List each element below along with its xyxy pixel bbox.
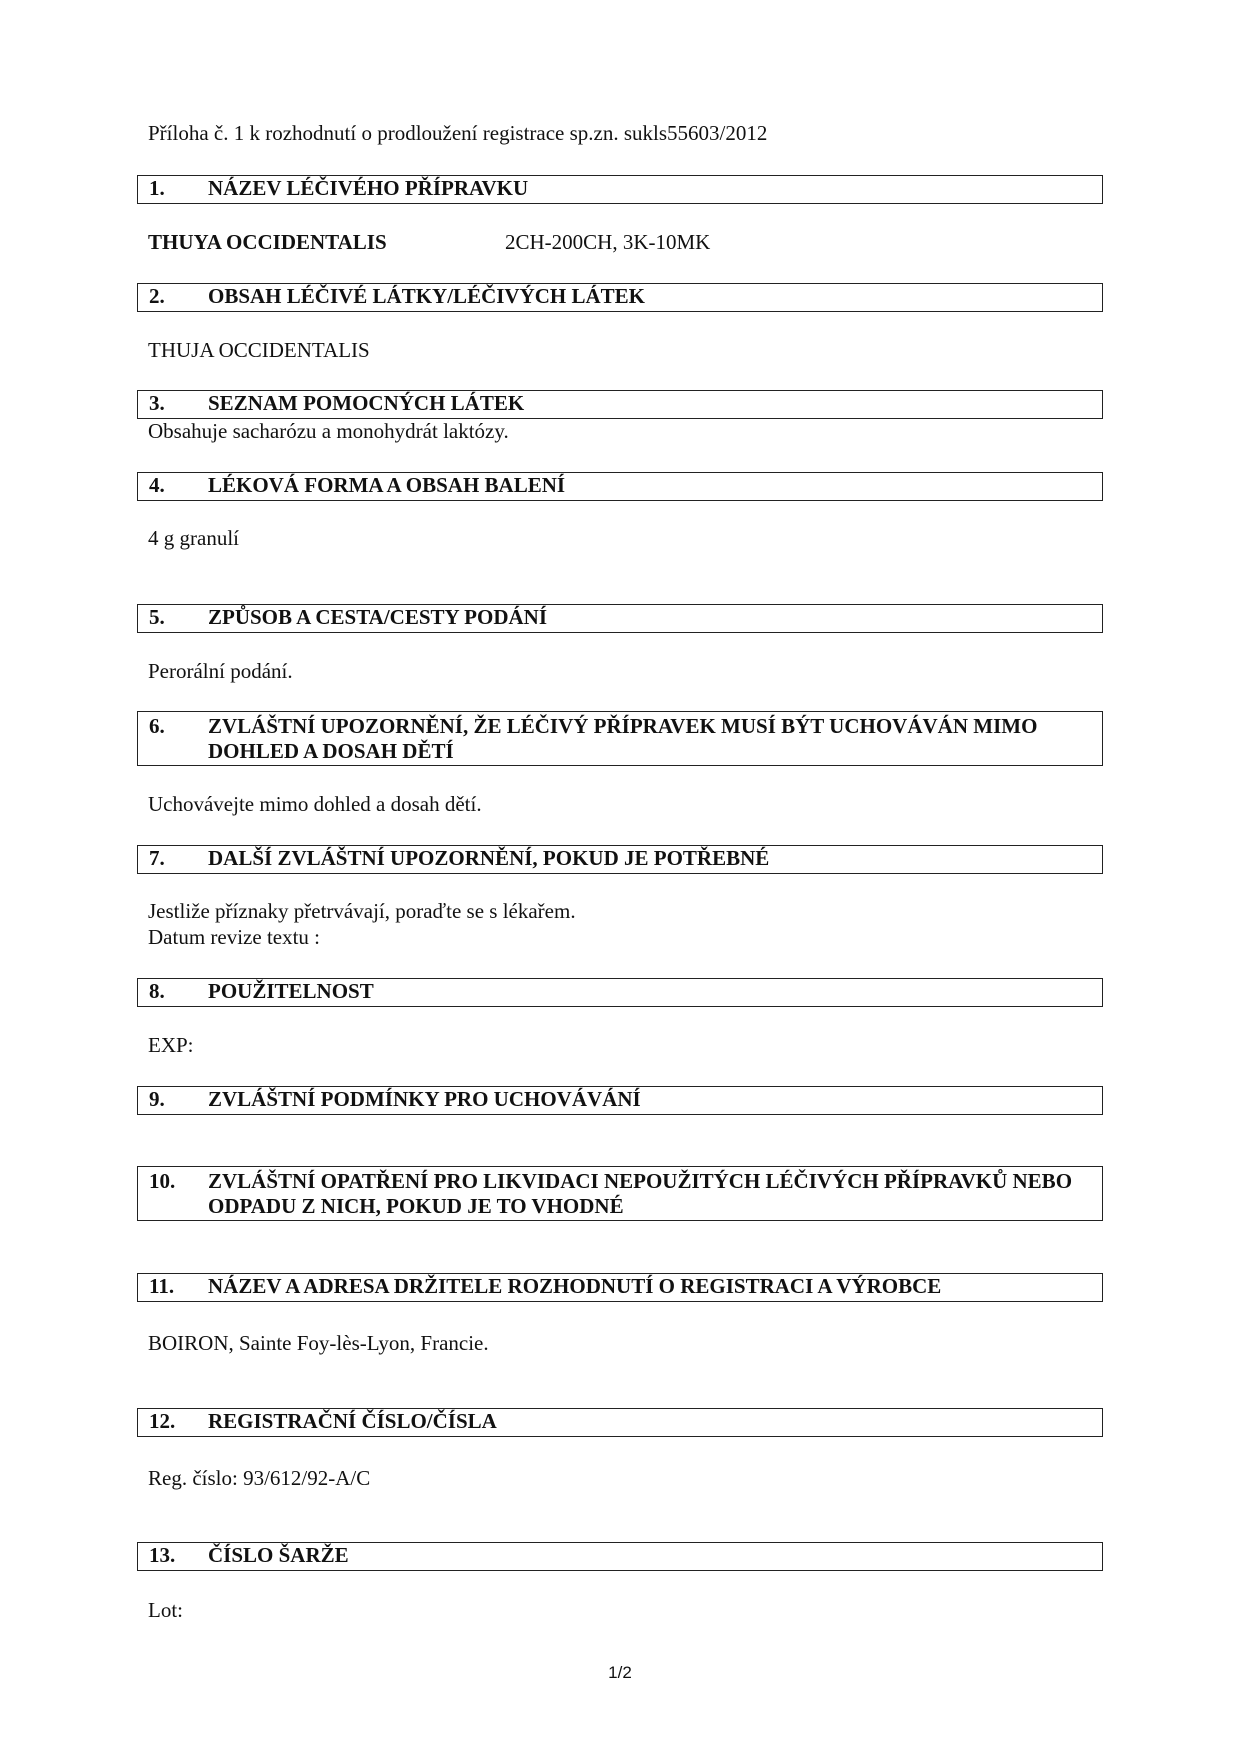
- other-warning: Jestliže příznaky přetrvávají, poraďte se s lékařem.: [148, 899, 576, 923]
- section-title: ZVLÁŠTNÍ UPOZORNĚNÍ, ŽE LÉČIVÝ PŘÍPRAVEK MUSÍ BÝT UCHOVÁVÁN MIMO DOHLED A DOSAH DĚTÍ: [208, 714, 1038, 763]
- section-number: 13.: [149, 1543, 176, 1567]
- section-number: 6.: [149, 714, 165, 738]
- reg-number: Reg. číslo: 93/612/92-A/C: [148, 1466, 371, 1490]
- section-title: ZVLÁŠTNÍ OPATŘENÍ PRO LIKVIDACI NEPOUŽITÝCH LÉČIVÝCH PŘÍPRAVKŮ NEBO ODPADU Z NICH, POKUD JE TO VHODNÉ: [208, 1169, 1073, 1218]
- section-number: 10.: [149, 1169, 176, 1193]
- section-number: 9.: [149, 1087, 165, 1111]
- active-substance: THUJA OCCIDENTALIS: [148, 338, 370, 362]
- section-title: OBSAH LÉČIVÉ LÁTKY/LÉČIVÝCH LÁTEK: [208, 284, 646, 308]
- section-13-header: [137, 1542, 1103, 1571]
- section-title: SEZNAM POMOCNÝCH LÁTEK: [208, 391, 525, 415]
- section-title: ZPŮSOB A CESTA/CESTY PODÁNÍ: [208, 605, 547, 629]
- annex-line: Příloha č. 1 k rozhodnutí o prodloužení registrace sp.zn. sukls55603/2012: [148, 121, 768, 145]
- section-8-header: [137, 978, 1103, 1007]
- expiry: EXP:: [148, 1033, 194, 1057]
- product-potency: 2CH-200CH, 3K-10MK: [505, 230, 711, 254]
- section-title: POUŽITELNOST: [208, 979, 374, 1003]
- section-number: 2.: [149, 284, 165, 308]
- children-warning: Uchovávejte mimo dohled a dosah dětí.: [148, 792, 482, 816]
- section-10-header: [137, 1166, 1103, 1221]
- section-3-header: [137, 390, 1103, 419]
- excipients: Obsahuje sacharózu a monohydrát laktózy.: [148, 419, 509, 443]
- section-number: 8.: [149, 979, 165, 1003]
- holder: BOIRON, Sainte Foy-lès-Lyon, Francie.: [148, 1331, 489, 1355]
- section-4-header: [137, 472, 1103, 501]
- section-5-header: [137, 604, 1103, 633]
- section-title: NÁZEV LÉČIVÉHO PŘÍPRAVKU: [208, 176, 529, 200]
- section-11-header: [137, 1273, 1103, 1302]
- product-name: THUYA OCCIDENTALIS: [148, 230, 387, 254]
- section-6-header: [137, 711, 1103, 766]
- dosage-form: 4 g granulí: [148, 526, 239, 550]
- section-number: 4.: [149, 473, 165, 497]
- section-number: 11.: [149, 1274, 175, 1298]
- section-title: NÁZEV A ADRESA DRŽITELE ROZHODNUTÍ O REGISTRACI A VÝROBCE: [208, 1274, 942, 1298]
- section-title: REGISTRAČNÍ ČÍSLO/ČÍSLA: [208, 1409, 497, 1433]
- section-title: ČÍSLO ŠARŽE: [208, 1543, 349, 1567]
- section-7-header: [137, 845, 1103, 874]
- section-title: DALŠÍ ZVLÁŠTNÍ UPOZORNĚNÍ, POKUD JE POTŘEBNÉ: [208, 846, 770, 870]
- section-number: 7.: [149, 846, 165, 870]
- section-12-header: [137, 1408, 1103, 1437]
- section-title: ZVLÁŠTNÍ PODMÍNKY PRO UCHOVÁVÁNÍ: [208, 1087, 641, 1111]
- route: Perorální podání.: [148, 659, 293, 683]
- lot: Lot:: [148, 1598, 183, 1622]
- section-number: 12.: [149, 1409, 176, 1433]
- section-2-header: [137, 283, 1103, 312]
- product-name-line: [148, 229, 711, 255]
- section-number: 5.: [149, 605, 165, 629]
- section-9-header: [137, 1086, 1103, 1115]
- page-number: 1/2: [608, 1663, 632, 1682]
- section-1-header: [137, 175, 1103, 204]
- section-number: 1.: [149, 176, 165, 200]
- revision-date: Datum revize textu :: [148, 925, 321, 949]
- section-title: LÉKOVÁ FORMA A OBSAH BALENÍ: [208, 473, 566, 497]
- section-number: 3.: [149, 391, 165, 415]
